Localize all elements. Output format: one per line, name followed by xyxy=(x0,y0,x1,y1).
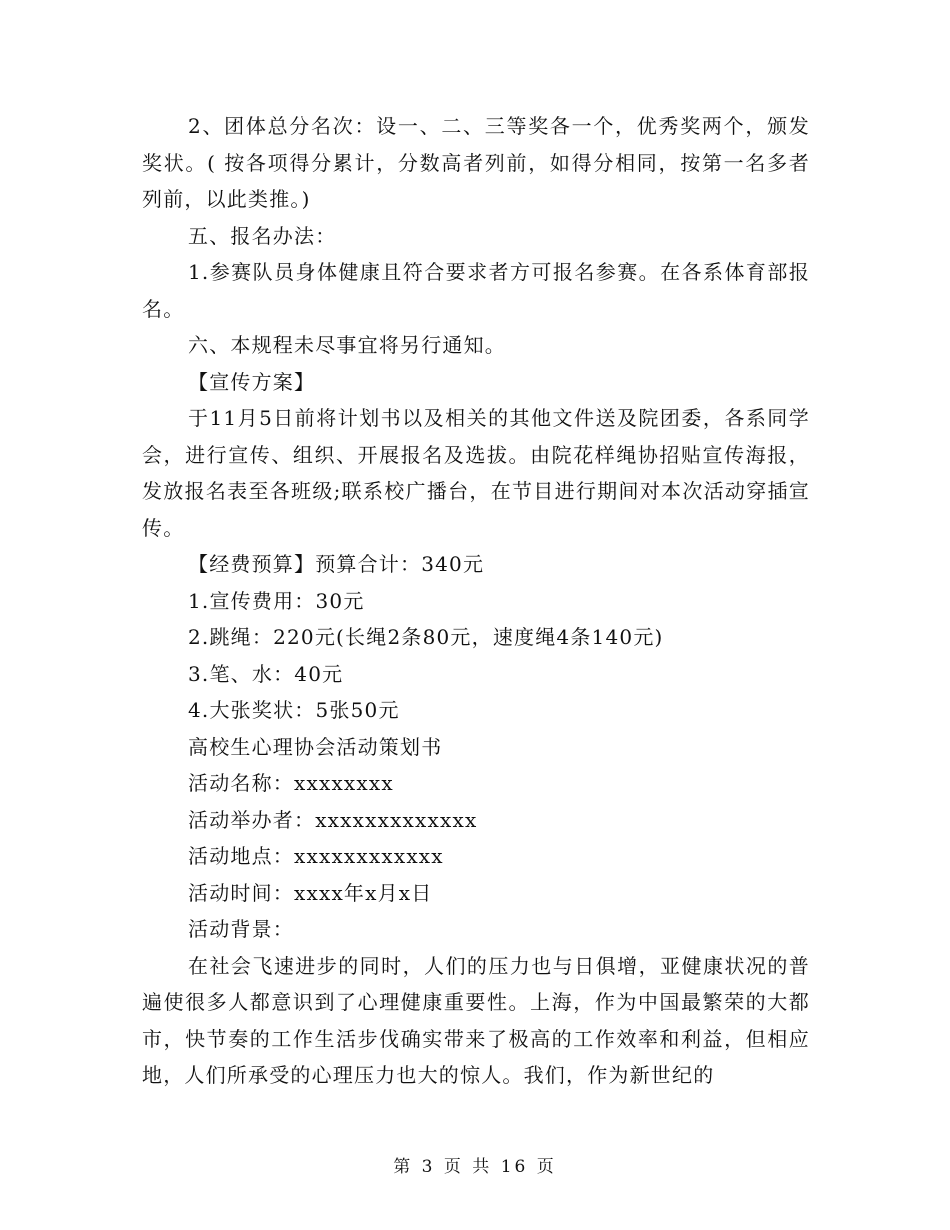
activity-name: 活动名称：xxxxxxxx xyxy=(188,771,394,795)
budget-item-ropes: 2.跳绳：220元(长绳2条80元，速度绳4条140元) xyxy=(188,625,664,649)
activity-time: 活动时间：xxxx年x月x日 xyxy=(188,880,433,905)
section-title-psychology-plan: 高校生心理协会活动策划书 xyxy=(188,734,443,759)
activity-organizer: 活动举办者：xxxxxxxxxxxxx xyxy=(188,807,478,832)
paragraph-registration-rule: 1.参赛队员身体健康且符合要求者方可报名参赛。在各系体育部报名。 xyxy=(142,260,810,321)
paragraph-notice: 六、本规程未尽事宜将另行通知。 xyxy=(188,333,506,357)
heading-registration: 五、报名办法： xyxy=(188,223,337,248)
heading-budget: 【经费预算】预算合计：340元 xyxy=(188,552,485,576)
paragraph-activity-background: 在社会飞速进步的同时，人们的压力也与日俱增，亚健康状况的普遍使很多人都意识到了心理健康重要性。上海，作为中国最繁荣的大都市，快节奏的工作生活步伐确实带来了极高的工作效率和利益，但相应地，人们所承受的心理压力也大的惊人。我们，作为新世纪的 xyxy=(142,953,810,1087)
activity-background-heading: 活动背景： xyxy=(188,917,294,941)
paragraph-team-ranking: 2、团体总分名次：设一、二、三等奖各一个，优秀奖两个，颁发奖状。( 按各项得分累计，分数高者列前，如得分相同，按第一名多者列前，以此类推。) xyxy=(142,114,810,211)
heading-promotion-plan: 【宣传方案】 xyxy=(188,369,316,394)
budget-item-certificates: 4.大张奖状：5张50元 xyxy=(188,698,400,722)
budget-item-promotion: 1.宣传费用：30元 xyxy=(188,588,365,613)
paragraph-promotion-plan: 于11月5日前将计划书以及相关的其他文件送及院团委，各系同学会，进行宣传、组织、开展报名及选拔。由院花样绳协招贴宣传海报，发放报名表至各班级;联系校广播台，在节目进行期间对本次活动穿插宣传。 xyxy=(142,406,810,540)
page-number-footer: 第 3 页 共 16 页 xyxy=(393,1157,557,1177)
activity-location: 活动地点：xxxxxxxxxxxx xyxy=(188,844,444,868)
budget-item-pens-water: 3.笔、水：40元 xyxy=(188,661,344,686)
document-body xyxy=(142,108,810,1094)
